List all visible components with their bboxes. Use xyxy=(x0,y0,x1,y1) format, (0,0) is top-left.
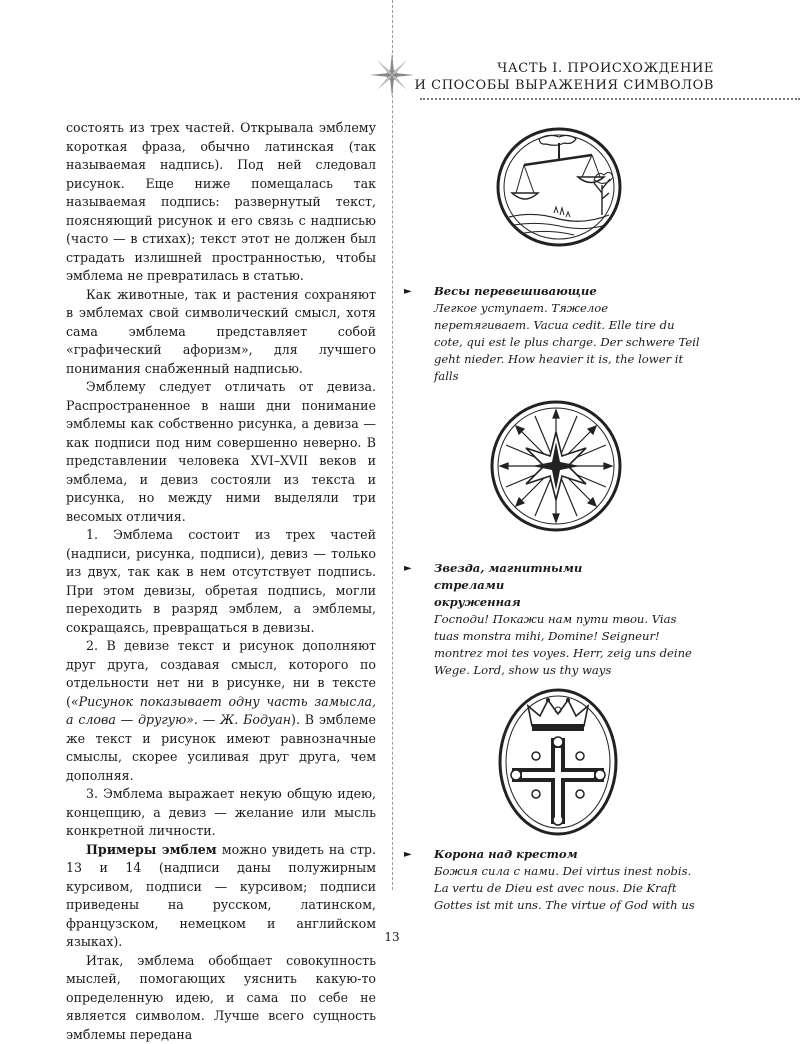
main-text-column xyxy=(66,119,376,1044)
paragraph-text: ). В эмблеме же текст и рисунок имеют равнозначные смыслы, скорее усиливая друг друга, чем дополняя. xyxy=(66,712,376,783)
paragraph: состоять из трех частей. Открывала эмблему короткая фраза, обычно латинская (так называемая надпись). Под ней следовал рисунок. Еще ниже помещалась так называемая подпись: развернутый текст, поясняющий рисунок и его связь с надписью (часто — в стихах); текст этот не должен был страдать излишней пространностью, чтобы эмблема не превратилась в статью. xyxy=(66,119,376,286)
paragraph: 1. Эмблема состоит из трех частей (надписи, рисунка, подписи), девиз — только из двух, так как в нем отсутствует подпись. При этом девизы, обретая подпись, могли переходить в разряд эмблем, а эмблемы, сокращаясь, превращаться в девизы. xyxy=(66,526,376,637)
page-number: 13 xyxy=(0,930,784,944)
column-divider xyxy=(392,0,393,890)
paragraph: Эмблему следует отличать от девиза. Распространенное в наши дни понимание эмблемы как собственно рисунка, а девиза — как подписи под ним совершенно неверно. В представлении человека XVI–XVII веков и эмблема, и девиз состояли из текста и рисунка, но между ними выделяли три весомых отличия. xyxy=(66,378,376,526)
caption-title: Весы перевешивающие xyxy=(404,283,704,300)
bullet-arrow-icon: ► xyxy=(404,283,412,300)
emblem-star-arrows-image xyxy=(488,398,624,534)
running-header xyxy=(415,60,715,94)
paragraph-text: 2. В девизе текст и рисунок дополняют друг друга, создавая смысл, которого по отдельности нет ни в рисунке, ни в тексте ( xyxy=(66,638,376,709)
header-dotted-rule xyxy=(420,98,800,100)
header-line-1: ЧАСТЬ I. ПРОИСХОЖДЕНИЕ xyxy=(415,60,715,77)
caption-body: Господи! Покажи нам пути твои. Vias tuas monstra mihi, Domine! Seigneur! montrez moi tes voyes. Herr, zeig uns deine Wege. Lord, show us thy ways xyxy=(404,611,704,679)
emblem-scales-image xyxy=(494,125,624,250)
paragraph: Итак, эмблема обобщает совокупность мыслей, помогающих уяснить какую-то определенную идею, и сама по себе не является символом. Лучше всего сущность эмблемы передана xyxy=(66,952,376,1044)
emblem-crown-cross-image xyxy=(496,686,620,838)
paragraph xyxy=(66,637,376,785)
paragraph: 3. Эмблема выражает некую общую идею, концепцию, а девиз — желание или мысль конкретной личности. xyxy=(66,785,376,841)
emblem-examples-term: Примеры эмблем xyxy=(86,842,217,857)
caption-body: Легкое уступает. Тяжелое перетягивает. Vacua cedit. Elle tire du cote, qui est le plus charge. Der schwere Teil geht nieder. How heavier it is, the lower it falls xyxy=(404,300,704,385)
caption-title: Корона над крестом xyxy=(404,846,704,863)
bullet-arrow-icon: ► xyxy=(404,560,412,577)
caption-star xyxy=(404,560,704,679)
compass-rose-icon xyxy=(367,50,417,100)
caption-crown xyxy=(404,846,704,914)
baudouin-quote: «Рисунок показывает одну часть замысла, а слова — другую». — Ж. Бодуан xyxy=(66,694,376,728)
caption-title: Звезда, магнитными стрелами окруженная xyxy=(404,560,594,611)
caption-body: Божия сила с нами. Dei virtus inest nobis. La vertu de Dieu est avec nous. Die Kraft Gottes ist mit uns. The virtue of God with us xyxy=(404,863,704,914)
bullet-arrow-icon: ► xyxy=(404,846,412,863)
paragraph-text: можно увидеть на стр. 13 и 14 (надписи даны полужирным курсивом, подписи — курсивом; подписи приведены на русском, латинском, французском, немецком и английском языках). xyxy=(66,842,376,950)
paragraph: Как животные, так и растения сохраняют в эмблемах свой символический смысл, хотя сама эмблема представляет собой «графический афоризм», для лучшего понимания снабженный надписью. xyxy=(66,286,376,379)
caption-scales xyxy=(404,283,704,385)
header-line-2: И СПОСОБЫ ВЫРАЖЕНИЯ СИМВОЛОВ xyxy=(415,77,715,94)
